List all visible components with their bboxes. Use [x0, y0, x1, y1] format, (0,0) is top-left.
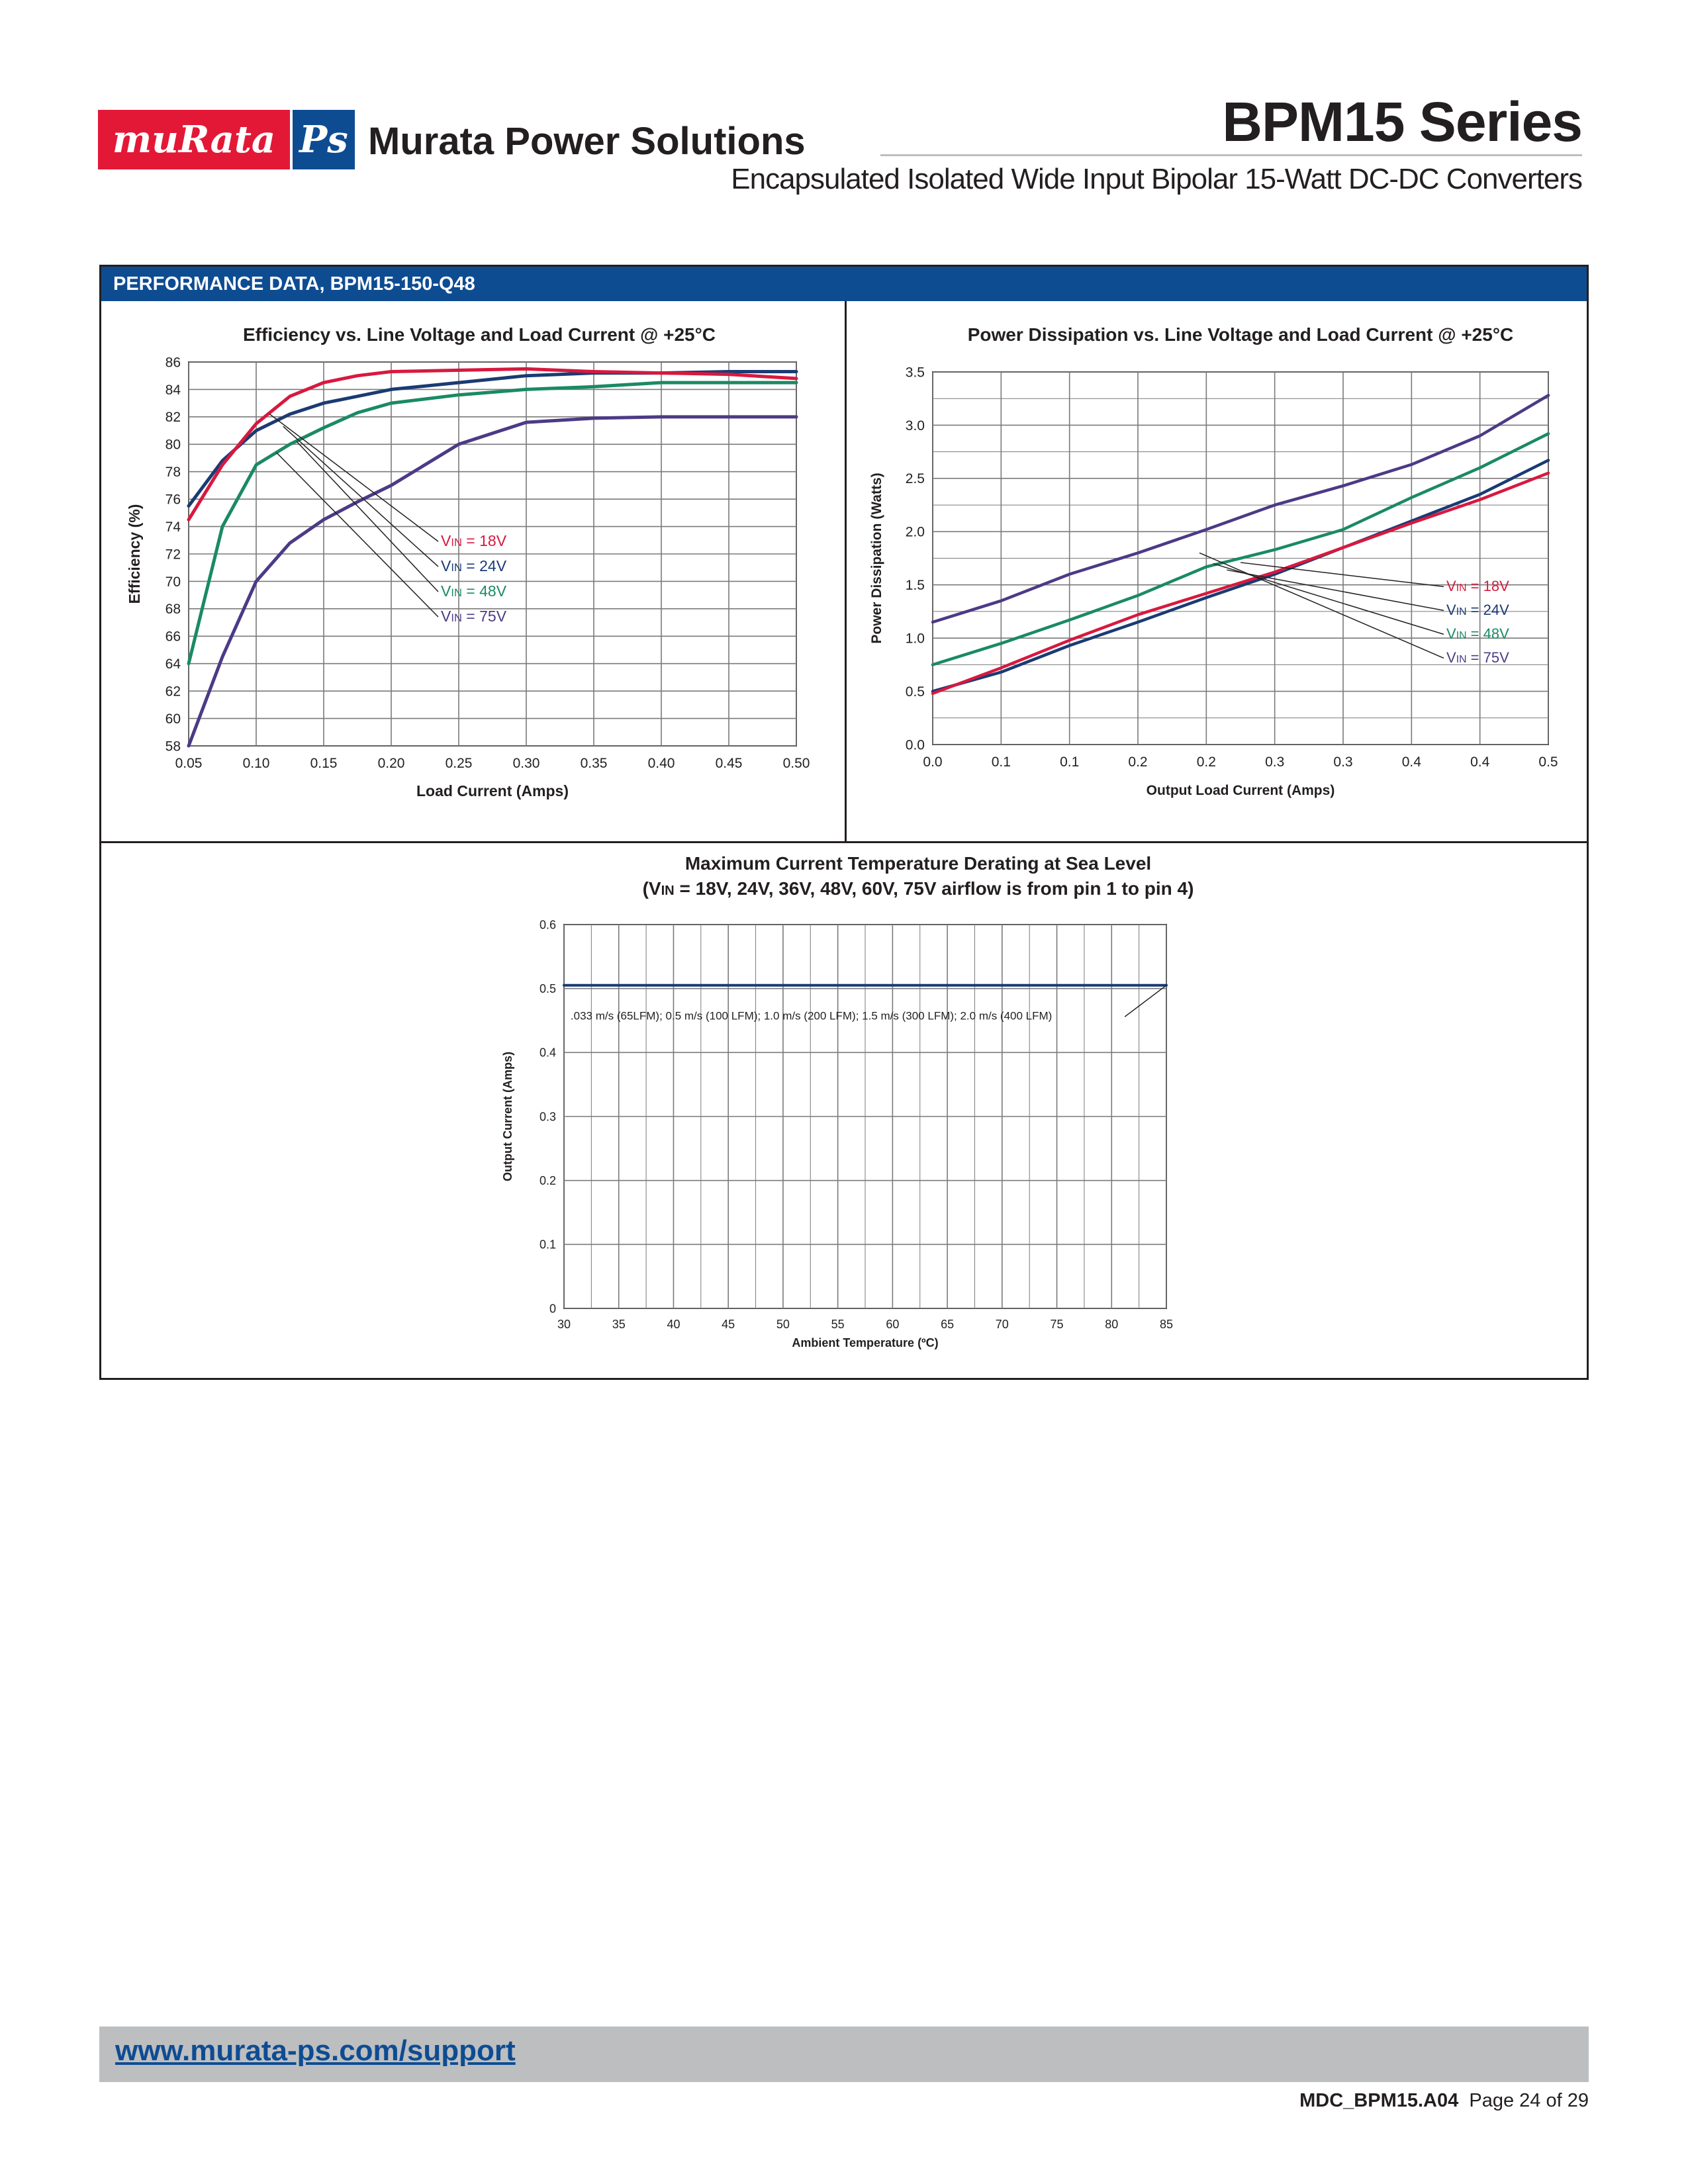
murata-logo — [98, 110, 290, 169]
x-tick-label: 50 — [776, 1318, 790, 1331]
efficiency-chart — [101, 301, 844, 841]
y-tick-label: 64 — [165, 657, 181, 672]
y-tick-label: 62 — [165, 684, 181, 700]
legend-entry: VIN = 18V — [441, 532, 507, 549]
y-tick-label: 0.1 — [539, 1238, 556, 1251]
y-tick-label: 66 — [165, 629, 181, 645]
chart-title: Power Dissipation vs. Line Voltage and Load Current @ +25°C — [967, 324, 1514, 345]
logo-text: muRata — [112, 118, 276, 161]
y-tick-label: 86 — [165, 355, 181, 371]
x-tick-label: 0.2 — [1128, 754, 1148, 770]
derating-chart — [101, 843, 1587, 1378]
y-tick-label: 0.5 — [905, 684, 925, 700]
x-tick-label: 0.4 — [1470, 754, 1490, 770]
support-link[interactable]: www.murata-ps.com/support — [115, 2034, 516, 2067]
x-tick-label: 40 — [667, 1318, 680, 1331]
y-tick-label: 3.5 — [905, 365, 925, 381]
x-tick-label: 60 — [886, 1318, 900, 1331]
x-tick-label: 65 — [941, 1318, 955, 1331]
y-tick-label: 1.5 — [905, 578, 925, 594]
x-tick-label: 75 — [1050, 1318, 1064, 1331]
x-tick-label: 0.3 — [1333, 754, 1353, 770]
x-tick-label: 0.10 — [242, 756, 270, 771]
airflow-annotation: .033 m/s (65LFM); 0.5 m/s (100 LFM); 1.0 m/s (200 LFM); 1.5 m/s (300 LFM); 2.0 m/s (400 LFM) — [570, 1009, 1053, 1023]
series-subtitle: Encapsulated Isolated Wide Input Bipolar 15-Watt DC-DC Converters — [731, 163, 1582, 195]
ps-logo-text: Ps — [299, 118, 348, 161]
power-dissipation-chart — [847, 301, 1587, 841]
legend-entry: VIN = 75V — [441, 608, 507, 625]
x-axis-label: Load Current (Amps) — [416, 782, 569, 799]
header-rule — [880, 154, 1582, 156]
brand-name: Murata Power Solutions — [368, 120, 806, 163]
y-tick-label: 0 — [549, 1302, 556, 1316]
x-tick-label: 0.5 — [1538, 754, 1558, 770]
x-tick-label: 0.45 — [715, 756, 743, 771]
x-tick-label: 35 — [612, 1318, 626, 1331]
y-tick-label: 84 — [165, 382, 181, 398]
x-tick-label: 70 — [995, 1318, 1009, 1331]
legend-entry: VIN = 18V — [1446, 578, 1509, 594]
footer-page-info — [1299, 2090, 1589, 2112]
x-tick-label: 80 — [1105, 1318, 1119, 1331]
x-tick-label: 0.40 — [647, 756, 675, 771]
x-tick-label: 0.1 — [991, 754, 1011, 770]
y-tick-label: 0.5 — [539, 981, 556, 995]
section-header: PERFORMANCE DATA, BPM15-150-Q48 — [101, 267, 1587, 301]
doc-id: MDC_BPM15.A04 — [1299, 2090, 1459, 2111]
y-tick-label: 58 — [165, 739, 181, 754]
x-tick-label: 0.3 — [1265, 754, 1285, 770]
y-tick-label: 0.6 — [539, 918, 556, 932]
series-title: BPM15 Series — [1222, 91, 1582, 153]
y-tick-label: 0.4 — [539, 1046, 556, 1060]
y-tick-label: 72 — [165, 547, 181, 563]
y-tick-label: 60 — [165, 711, 181, 727]
y-tick-label: 2.0 — [905, 524, 925, 540]
legend-entry: VIN = 24V — [1446, 602, 1509, 618]
x-tick-label: 30 — [557, 1318, 571, 1331]
ps-logo — [293, 110, 355, 169]
legend-entry: VIN = 75V — [1446, 649, 1509, 666]
y-tick-label: 3.0 — [905, 418, 925, 433]
y-tick-label: 1.0 — [905, 631, 925, 647]
y-tick-label: 82 — [165, 410, 181, 426]
y-axis-label: Efficiency (%) — [126, 504, 143, 604]
x-axis-label: Ambient Temperature (ºC) — [792, 1336, 939, 1349]
chart-title: Maximum Current Temperature Derating at Sea Level — [684, 853, 1152, 874]
chart-title: Efficiency vs. Line Voltage and Load Current @ +25°C — [242, 324, 716, 345]
x-tick-label: 0.05 — [175, 756, 203, 771]
footer-bar — [99, 2026, 1589, 2082]
x-axis-label: Output Load Current (Amps) — [1146, 783, 1335, 798]
y-axis-label: Power Dissipation (Watts) — [869, 473, 884, 644]
y-tick-label: 78 — [165, 465, 181, 480]
x-tick-label: 45 — [722, 1318, 735, 1331]
x-tick-label: 0.15 — [310, 756, 338, 771]
y-tick-label: 0.0 — [905, 737, 925, 753]
y-tick-label: 68 — [165, 602, 181, 617]
legend-entry: VIN = 48V — [1446, 625, 1509, 642]
x-tick-label: 0.4 — [1401, 754, 1421, 770]
x-tick-label: 55 — [831, 1318, 845, 1331]
y-tick-label: 2.5 — [905, 471, 925, 487]
x-tick-label: 0.1 — [1060, 754, 1080, 770]
y-tick-label: 0.2 — [539, 1173, 556, 1187]
y-tick-label: 0.3 — [539, 1110, 556, 1124]
x-tick-label: 0.50 — [782, 756, 810, 771]
x-tick-label: 0.2 — [1196, 754, 1216, 770]
x-tick-label: 0.20 — [377, 756, 405, 771]
x-tick-label: 0.35 — [580, 756, 608, 771]
y-tick-label: 74 — [165, 519, 181, 535]
y-axis-label: Output Current (Amps) — [501, 1052, 514, 1181]
legend-entry: VIN = 48V — [441, 582, 507, 600]
x-tick-label: 0.25 — [445, 756, 473, 771]
x-tick-label: 0.0 — [923, 754, 943, 770]
chart-subtitle: (VIN = 18V, 24V, 36V, 48V, 60V, 75V airflow is from pin 1 to pin 4) — [642, 878, 1194, 899]
y-tick-label: 70 — [165, 574, 181, 590]
page-number: Page 24 of 29 — [1469, 2090, 1589, 2111]
y-tick-label: 76 — [165, 492, 181, 508]
x-tick-label: 0.30 — [512, 756, 540, 771]
y-tick-label: 80 — [165, 437, 181, 453]
x-tick-label: 85 — [1159, 1318, 1174, 1331]
performance-section — [99, 265, 1589, 1380]
legend-entry: VIN = 24V — [441, 557, 507, 574]
